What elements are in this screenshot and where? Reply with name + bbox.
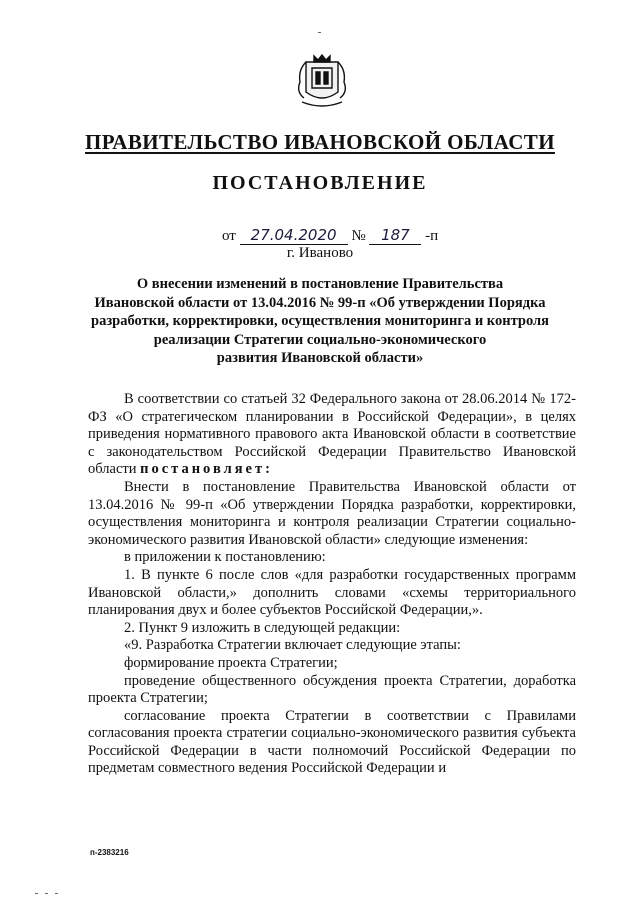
paragraph: согласование проекта Стратегии в соответствии с Правилами согласования проекта стратегии социально-экономического развития субъекта Российской Федерации в части полномочий Российской Федерации по предметам совместного ведения Российской Федерации и xyxy=(88,707,576,777)
scan-mark xyxy=(55,893,58,894)
heading-line: Ивановской области от 13.04.2016 № 99-п «Об утверждении Порядка xyxy=(94,294,546,311)
heading-line: реализации Стратегии социально-экономического xyxy=(153,331,487,348)
date-prefix: от xyxy=(222,228,236,244)
city: г. Иваново xyxy=(286,245,354,261)
scan-mark xyxy=(318,32,321,33)
paragraph: 1. В пункте 6 после слов «для разработки государственных программ Ивановской области,» дополнить словами «схемы территориального планирования двух и более субъектов Российской Федерации,». xyxy=(88,566,576,619)
date-number-line xyxy=(222,226,438,245)
paragraph: проведение общественного обсуждения проекта Стратегии, доработка проекта Стратегии; xyxy=(88,672,576,707)
document-code: п-2383216 xyxy=(90,848,129,857)
heading-line: О внесении изменений в постановление Правительства xyxy=(136,276,504,292)
document-heading xyxy=(90,275,550,368)
coat-of-arms-icon xyxy=(292,52,352,110)
document-body xyxy=(88,391,576,778)
heading-line: развития Ивановской области» xyxy=(216,350,424,366)
heading-line: разработки, корректировки, осуществления мониторинга и контроля xyxy=(91,313,549,329)
handwritten-date: 27.04.2020 xyxy=(240,226,348,245)
number-suffix: -п xyxy=(425,228,439,244)
paragraph xyxy=(88,391,576,479)
scan-mark xyxy=(35,893,38,894)
paragraph-text: В соответствии со статьей 32 Федерального закона от 28.06.2014 № 172-ФЗ «О стратегическом планировании в Российской Федерации», в целях приведения нормативного правового акта Ивановской области в соответствие с законодательством Российской Федерации Правительство Ивановской области xyxy=(88,391,576,478)
government-title: ПРАВИТЕЛЬСТВО ИВАНОВСКОЙ ОБЛАСТИ xyxy=(85,130,555,154)
paragraph: «9. Разработка Стратегии включает следующие этапы: xyxy=(124,637,461,654)
paragraph: Внести в постановление Правительства Ивановской области от 13.04.2016 № 99-п «Об утверждении Порядка разработки, корректировки, осуществления мониторинга и контроля реализации Стратегии социально-экономического развития Ивановской области» следующие изменения: xyxy=(88,478,576,548)
scan-mark xyxy=(45,893,48,894)
paragraph: 2. Пункт 9 изложить в следующей редакции: xyxy=(124,619,401,636)
document-type: ПОСТАНОВЛЕНИЕ xyxy=(212,172,428,194)
paragraph: формирование проекта Стратегии; xyxy=(124,654,338,671)
decree-word: постановляет: xyxy=(140,461,273,478)
handwritten-number: 187 xyxy=(369,226,421,245)
paragraph: в приложении к постановлению: xyxy=(124,549,326,566)
number-sign: № xyxy=(351,228,366,244)
